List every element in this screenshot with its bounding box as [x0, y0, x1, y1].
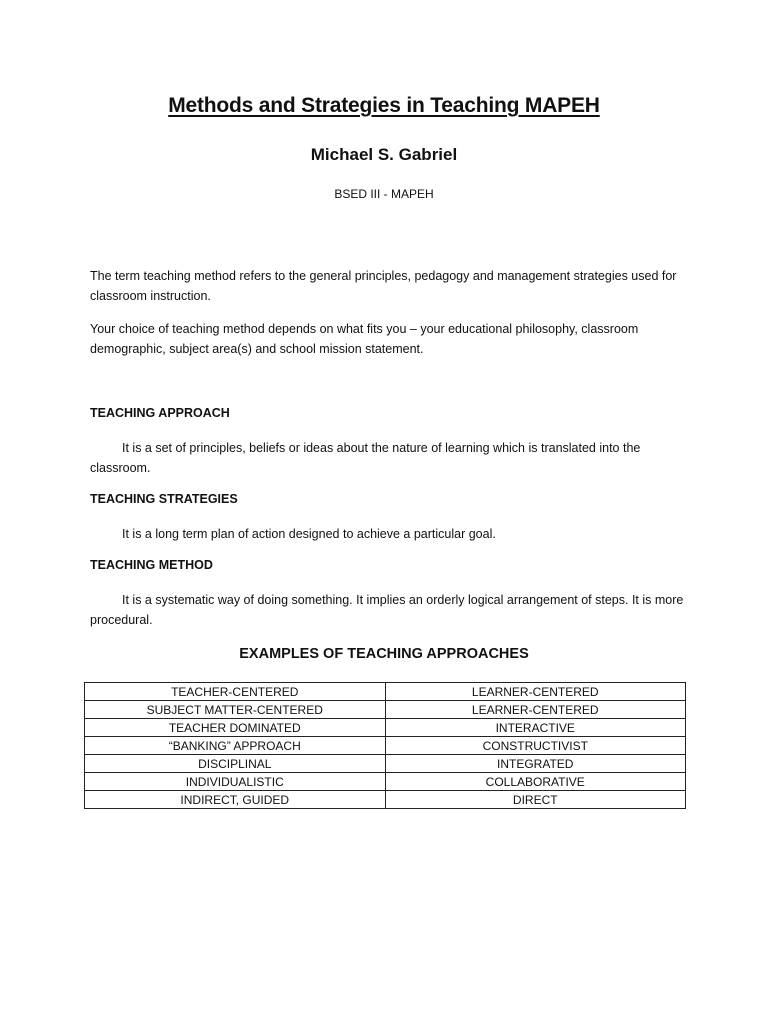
intro-paragraph-2: Your choice of teaching method depends on what fits you – your educational philosophy, classroom demographic, subject area(s) and school mission statement.	[90, 322, 639, 356]
table-row	[85, 791, 686, 809]
approaches-table	[84, 682, 686, 809]
table-cell-left: INDIVIDUALISTIC	[85, 773, 386, 791]
document-title: Methods and Strategies in Teaching MAPEH	[168, 94, 600, 117]
section-body-method: It is a systematic way of doing something. It implies an orderly logical arrangement of steps. It is more procedural.	[90, 593, 684, 627]
table-row	[85, 719, 686, 737]
table-row	[85, 773, 686, 791]
table-cell-right: CONSTRUCTIVIST	[385, 737, 686, 755]
table-cell-left: TEACHER DOMINATED	[85, 719, 386, 737]
author-name: Michael S. Gabriel	[310, 145, 458, 164]
table-row	[85, 737, 686, 755]
table-cell-left: DISCIPLINAL	[85, 755, 386, 773]
section-heading-strategies: TEACHING STRATEGIES	[90, 492, 238, 506]
table-title: EXAMPLES OF TEACHING APPROACHES	[239, 646, 529, 662]
table-row	[85, 755, 686, 773]
section-body-approach: It is a set of principles, beliefs or ideas about the nature of learning which is translated into the classroom.	[90, 441, 641, 475]
course-label: BSED III - MAPEH	[334, 187, 434, 201]
intro-paragraph-1: The term teaching method refers to the general principles, pedagogy and management strategies used for classroom instruction.	[90, 269, 677, 303]
table-row	[85, 701, 686, 719]
table-cell-right: INTEGRATED	[385, 755, 686, 773]
table-cell-left: INDIRECT, GUIDED	[85, 791, 386, 809]
table-cell-right: LEARNER-CENTERED	[385, 683, 686, 701]
table-cell-left: TEACHER-CENTERED	[85, 683, 386, 701]
table-cell-right: INTERACTIVE	[385, 719, 686, 737]
table-cell-left: SUBJECT MATTER-CENTERED	[85, 701, 386, 719]
table-cell-right: COLLABORATIVE	[385, 773, 686, 791]
table-cell-left: “BANKING” APPROACH	[85, 737, 386, 755]
table-cell-right: LEARNER-CENTERED	[385, 701, 686, 719]
table-cell-right: DIRECT	[385, 791, 686, 809]
section-body-strategies: It is a long term plan of action designed to achieve a particular goal.	[122, 527, 496, 541]
section-heading-method: TEACHING METHOD	[90, 558, 213, 572]
section-heading-approach: TEACHING APPROACH	[90, 406, 230, 420]
table-row	[85, 683, 686, 701]
